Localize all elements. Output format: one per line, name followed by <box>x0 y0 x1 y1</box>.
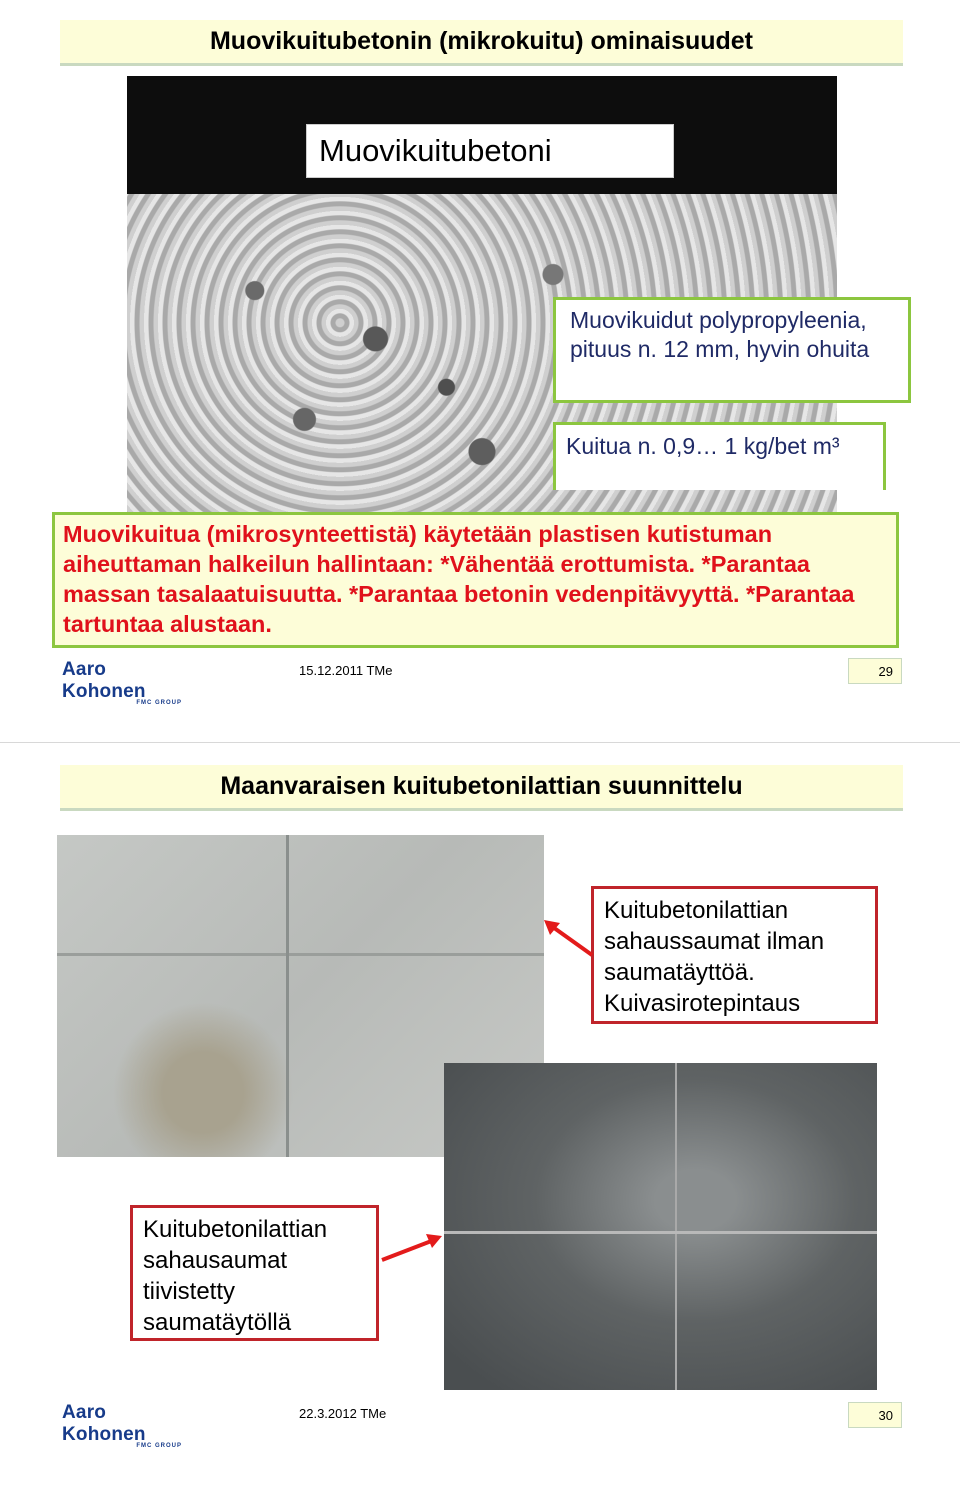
fibers-callout <box>553 297 911 403</box>
slide1-title <box>60 20 903 66</box>
company-logo <box>62 659 182 706</box>
callout-bottom-text: Kuitubetonilattian sahausaumat tiivistetty saumatäytöllä <box>143 1216 328 1336</box>
slide1-page-number-text: 29 <box>878 663 893 679</box>
description-text: Muovikuitua (mikrosynteettistä) käytetään plastisen kutistuman aiheuttaman halkeilun hallintaan: *Vähentää erottumista. *Parantaa massan tasalaatuisuutta. *Parantaa betonin vedenpitävyyttä. *Parantaa tartuntaa alustaan. <box>63 521 855 637</box>
dosage-callout-text: Kuitua n. 0,9… 1 kg/bet m³ <box>566 433 840 459</box>
callout-top <box>591 886 878 1024</box>
slide2-footer-text: 22.3.2012 TMe <box>299 1406 387 1421</box>
company-logo-2 <box>62 1402 182 1449</box>
image-label-text: Muovikuitubetoni <box>319 133 552 168</box>
logo-subtext: FMC GROUP <box>136 700 182 706</box>
slide2-title-text: Maanvaraisen kuitubetonilattian suunnittelu <box>220 772 743 800</box>
slide1-title-text: Muovikuitubetonin (mikrokuitu) ominaisuudet <box>209 27 754 55</box>
slide2-page-number-text: 30 <box>878 1407 893 1423</box>
floor-photo-bottom <box>444 1063 877 1390</box>
callout-bottom <box>130 1205 379 1341</box>
slide2-title <box>60 765 903 811</box>
slide1-page-number <box>848 658 902 684</box>
slide2-footer <box>299 1406 386 1421</box>
logo-text-2: Aaro Kohonen <box>62 1402 146 1445</box>
image-label <box>306 124 674 178</box>
logo-text: Aaro Kohonen <box>62 659 146 702</box>
slide1-footer-text: 15.12.2011 TMe <box>299 663 393 678</box>
slide1-footer <box>299 663 392 678</box>
dosage-callout <box>553 422 886 490</box>
fibers-callout-text: Muovikuidut polypropyleenia, pituus n. 12 mm, hyvin ohuita <box>570 307 870 362</box>
logo-subtext-2: FMC GROUP <box>136 1443 182 1449</box>
arrow-to-top-photo <box>540 915 600 965</box>
arrow-to-bottom-photo <box>378 1228 448 1268</box>
callout-top-text: Kuitubetonilattian sahaussaumat ilman saumatäyttöä. Kuivasirotepintaus <box>604 897 825 1017</box>
slide-separator <box>0 742 960 743</box>
slide2-page-number <box>848 1402 902 1428</box>
description-box <box>52 512 899 648</box>
